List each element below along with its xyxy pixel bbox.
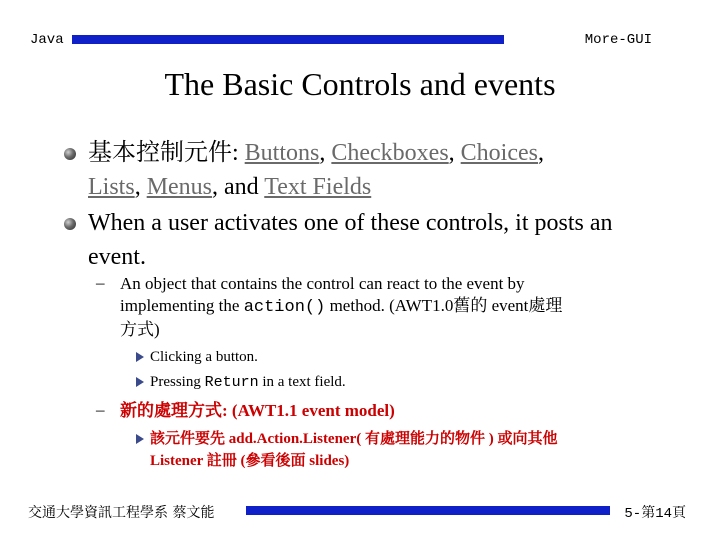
footer-left-label: 交通大學資訊工程學系 蔡文能 <box>28 505 215 521</box>
sub1-item1: Clicking a button. <box>150 349 258 365</box>
arrow-icon <box>136 377 144 387</box>
bullet1-text: 基本控制元件: Buttons, Checkboxes, Choices, Lists, Menus, and Text Fields <box>88 140 544 200</box>
link-checkboxes[interactable]: Checkboxes <box>331 140 449 166</box>
sub1-text: An object that contains the control can react to the event by implementing the action() method. (AWT1.0舊的 event處理 方式) <box>120 274 563 339</box>
code-return: Return <box>204 374 259 391</box>
bullet1-prefix: 基本控制元件: <box>88 140 245 166</box>
bullet-icon <box>64 148 76 160</box>
link-choices[interactable]: Choices <box>460 140 538 166</box>
sub2-item: 該元件要先 add.Action.Listener( 有處理能力的物件 ) 或向其他 Listener 註冊 (參看後面 slides) <box>150 431 558 469</box>
sub1-item2: Pressing Return in a text field. <box>150 374 346 391</box>
sub2-text: 新的處理方式: (AWT1.1 event model) <box>120 401 395 420</box>
arrow-icon <box>136 352 144 362</box>
link-menus[interactable]: Menus <box>146 174 213 200</box>
page-number: 5-第14頁 <box>624 506 686 522</box>
bullet-icon <box>64 218 76 230</box>
link-text-fields[interactable]: Text Fields <box>264 174 372 200</box>
header-right-label: More-GUI <box>584 32 652 48</box>
dash-marker: – <box>96 400 105 419</box>
dash-marker: – <box>96 273 105 292</box>
link-buttons[interactable]: Buttons <box>244 140 320 166</box>
bullet2-text: When a user activates one of these controls, it posts an event. <box>88 210 613 270</box>
link-lists[interactable]: Lists <box>88 174 135 200</box>
header-left-label: Java <box>30 32 64 48</box>
footer-bar <box>246 506 610 515</box>
code-action: action() <box>243 298 326 317</box>
header-bar <box>72 35 504 44</box>
slide-title: The Basic Controls and events <box>164 66 556 102</box>
arrow-icon <box>136 434 144 444</box>
